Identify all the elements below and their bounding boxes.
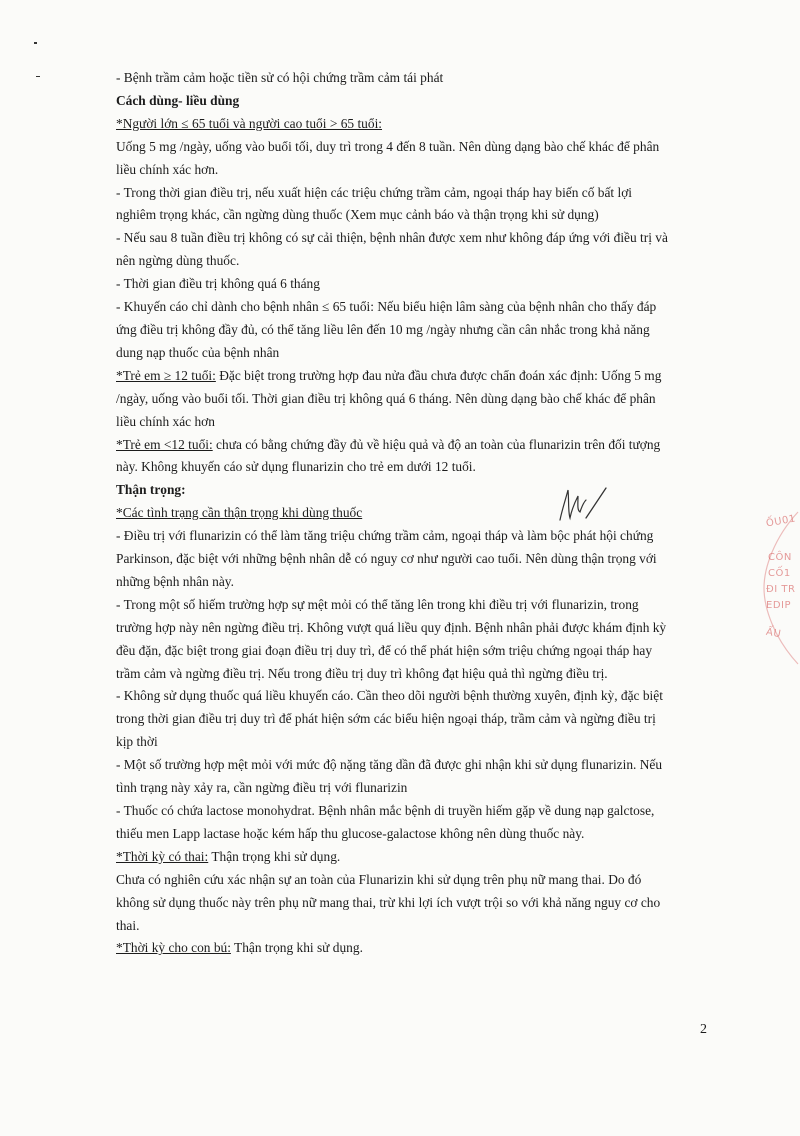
text-line xyxy=(116,434,716,457)
text-line: liều chính xác hơn xyxy=(116,413,215,429)
text-line xyxy=(116,365,716,388)
text-line: trường hợp này nên ngừng điều trị. Không vượt quá liều quy định. Bệnh nhân phải được khám định kỳ xyxy=(116,619,667,635)
text-line: kịp thời xyxy=(116,734,158,750)
section-heading: Cách dùng- liều dùng xyxy=(116,92,240,108)
text-line: /ngày, uống vào buổi tối. Thời gian điều trị không quá 6 tháng. Nên dùng dạng bào chế khác để phân xyxy=(116,390,656,406)
subsection-heading: *Thời kỳ cho con bú: xyxy=(116,940,231,956)
scan-speck xyxy=(34,42,37,44)
scan-speck xyxy=(36,76,40,77)
text-line: - Một số trường hợp mệt mỏi với mức độ nặng tăng dần đã được ghi nhận khi sử dụng flunarizin. Nếu xyxy=(116,757,663,773)
text-span: Thận trọng khi sử dụng. xyxy=(230,940,363,956)
stamp-text: CÔN xyxy=(768,552,792,563)
text-line: không sử dụng thuốc này trên phụ nữ mang thai, trừ khi lợi ích vượt trội so với khả năng nguy cơ cho xyxy=(116,894,661,910)
stamp-text: ẤU xyxy=(765,626,783,641)
subsection-heading: *Các tình trạng cần thận trọng khi dùng thuốc xyxy=(116,505,363,521)
text-line: thiếu men Lapp lactase hoặc kém hấp thu glucose-galactose không nên dùng thuốc này. xyxy=(116,825,585,841)
text-line: nghiêm trọng khác, cần ngừng dùng thuốc (Xem mục cảnh báo và thận trọng khi sử dụng) xyxy=(116,207,599,223)
text-line: những bệnh nhân này. xyxy=(116,573,234,589)
stamp-text: ĐI TR xyxy=(766,584,796,595)
text-line: nên ngừng dùng thuốc. xyxy=(116,253,240,269)
signature-mark xyxy=(556,480,612,528)
subsection-heading: *Thời kỳ có thai: xyxy=(116,848,209,864)
text-line: đều đặn, đặc biệt trong giai đoạn điều trị duy trì, để có thể phát hiện sớm triệu chứng ngoại tháp hay xyxy=(116,642,653,658)
text-line: Parkinson, đặc biệt với những bệnh nhân dễ có nguy cơ như người cao tuổi. Nên dùng thận trọng với xyxy=(116,551,657,567)
text-line: này. Không khuyến cáo sử dụng flunarizin cho trẻ em dưới 12 tuổi. xyxy=(116,459,476,475)
text-line: - Nếu sau 8 tuần điều trị không có sự cải thiện, bệnh nhân được xem như không đáp ứng với điều trị và xyxy=(116,230,668,246)
text-line xyxy=(116,937,716,960)
text-line: trong thời gian điều trị duy trì để phát hiện sớm các biểu hiện ngoại tháp, trầm cảm và ngừng điều trị xyxy=(116,711,656,727)
text-line: - Trong thời gian điều trị, nếu xuất hiện các triệu chứng trầm cảm, ngoại tháp hay biến cố bất lợi xyxy=(116,184,632,200)
stamp-text: ỐU01 xyxy=(765,513,797,530)
subsection-heading: *Trẻ em ≥ 12 tuổi: xyxy=(116,367,216,383)
text-line xyxy=(116,846,716,869)
text-line: - Bệnh trầm cảm hoặc tiền sử có hội chứng trầm cảm tái phát xyxy=(116,70,444,85)
text-line: ứng điều trị không đầy đủ, có thể tăng liều lên đến 10 mg /ngày nhưng cần cân nhắc trong khả năng xyxy=(116,321,650,337)
section-heading: Thận trọng: xyxy=(116,482,186,498)
text-line: - Thời gian điều trị không quá 6 tháng xyxy=(116,276,320,292)
text-span: Đặc biệt trong trường hợp đau nửa đầu chưa được chẩn đoán xác định: Uống 5 mg xyxy=(215,367,662,383)
document-body xyxy=(116,67,716,960)
text-line: thai. xyxy=(116,917,140,933)
subsection-heading: *Người lớn ≤ 65 tuổi và người cao tuổi > 65 tuổi: xyxy=(116,115,383,131)
text-line: Uống 5 mg /ngày, uống vào buổi tối, duy trì trong 4 đến 8 tuần. Nên dùng dạng bào chế khác để phân xyxy=(116,138,660,154)
text-line: Chưa có nghiên cứu xác nhận sự an toàn của Flunarizin khi sử dụng trên phụ nữ mang thai. Do đó xyxy=(116,871,642,887)
page-number: 2 xyxy=(700,1022,707,1037)
text-line: - Không sử dụng thuốc quá liều khuyến cáo. Cần theo dõi người bệnh thường xuyên, định kỳ, đặc biệt xyxy=(116,688,663,704)
text-line: - Khuyến cáo chỉ dành cho bệnh nhân ≤ 65 tuổi: Nếu biểu hiện lâm sàng của bệnh nhân cho thấy đáp xyxy=(116,299,657,315)
stamp-text: EDIP xyxy=(766,600,791,611)
text-line: dung nạp thuốc của bệnh nhân xyxy=(116,344,280,360)
text-line: trầm cảm và ngừng điều trị. Nếu trong điều trị duy trì không đạt hiệu quả thì ngừng điều trị. xyxy=(116,665,608,681)
stamp-arc xyxy=(760,508,800,668)
text-span: Thận trọng khi sử dụng. xyxy=(208,848,341,864)
text-line: - Trong một số hiếm trường hợp sự mệt mỏi có thể tăng lên trong khi điều trị với flunarizin, trong xyxy=(116,596,639,612)
text-line: tình trạng này xảy ra, cần ngừng điều trị với flunarizin xyxy=(116,780,408,796)
text-span: chưa có bằng chứng đầy đủ về hiệu quả và độ an toàn của flunarizin trên đối tượng xyxy=(212,436,661,452)
text-line: liều chính xác hơn. xyxy=(116,161,219,177)
text-line: - Thuốc có chứa lactose monohydrat. Bệnh nhân mắc bệnh di truyền hiếm gặp về dung nạp galctose, xyxy=(116,803,655,818)
text-line: - Điều trị với flunarizin có thể làm tăng triệu chứng trầm cảm, ngoại tháp và làm bộc phát hội chứng xyxy=(116,528,654,544)
stamp-text: CỐ1 xyxy=(768,568,791,579)
subsection-heading: *Trẻ em <12 tuổi: xyxy=(116,436,213,452)
